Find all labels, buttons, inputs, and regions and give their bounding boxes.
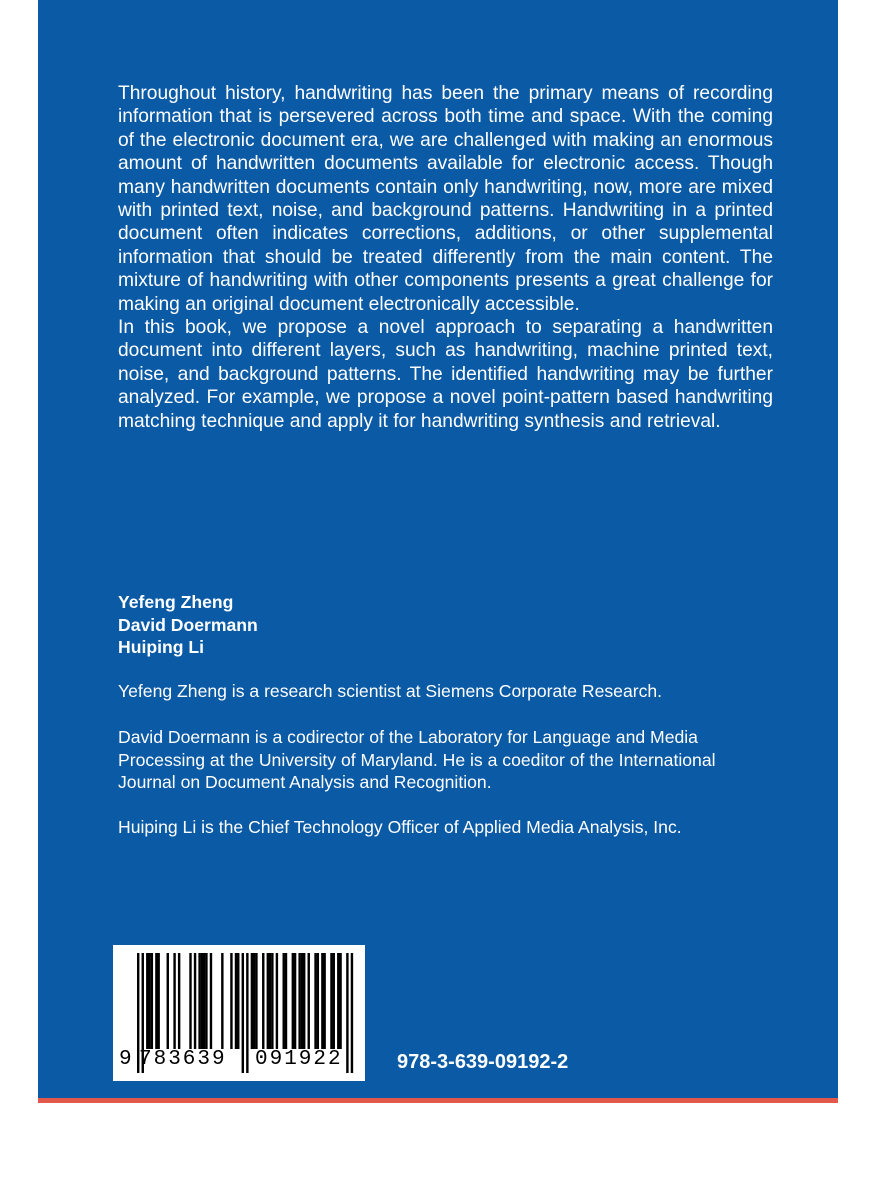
barcode-bar (251, 953, 253, 1049)
barcode-bar (298, 953, 300, 1049)
barcode-bar (151, 953, 153, 1049)
book-description (118, 82, 773, 433)
barcode-bar (339, 953, 341, 1049)
barcode-bar (203, 953, 205, 1049)
barcode-bar (271, 953, 273, 1049)
barcode-bar (198, 953, 200, 1049)
barcode-bar (330, 953, 332, 1049)
author-name: Yefeng Zheng (118, 592, 234, 612)
bottom-stripe (38, 1098, 838, 1103)
barcode-bar (155, 953, 157, 1049)
barcode-bar (157, 953, 159, 1049)
author-bio-li: Huiping Li is the Chief Technology Officer of Applied Media Analysis, Inc. (118, 817, 682, 837)
barcode-bar (148, 953, 150, 1049)
barcode-bar (235, 953, 237, 1049)
barcode-bar (285, 953, 287, 1049)
description-paragraph-1: Throughout history, handwriting has been the primary means of recording information that is persevered across both time and space. With the coming of the electronic document era, we are challenged with making an enormous amount of handwritten documents available for electronic access. Though many handwritten documents contain only handwriting, now, more are mixed with printed text, noise, and background patterns. Handwriting in a printed document often indicates corrections, additions, or other supplemental information that should be treated differently from the main content. The mixture of handwriting with other components presents a great challenge for making an original document electronically accessible. (118, 83, 773, 315)
barcode-bar (201, 953, 203, 1049)
barcode-bar (333, 953, 335, 1049)
barcode-bar (189, 953, 191, 1049)
barcode-bar (276, 953, 278, 1049)
barcode-bar (167, 953, 169, 1049)
barcode-bar (337, 953, 339, 1049)
barcode-bar (262, 953, 264, 1049)
barcode-group-right: 091922 (255, 1048, 343, 1071)
barcode-group-left: 783639 (139, 1048, 227, 1071)
barcode-bar (283, 953, 285, 1049)
barcode-bar (267, 953, 269, 1049)
barcode-bar (317, 953, 319, 1049)
barcode-bar (205, 953, 207, 1049)
barcode-digits (113, 1048, 365, 1074)
barcode-bar (323, 953, 325, 1049)
barcode-bar (321, 953, 323, 1049)
author-list (118, 591, 258, 659)
barcode-bar (314, 953, 316, 1049)
barcode-bar (255, 953, 257, 1049)
barcode-bar (308, 953, 310, 1049)
author-name: David Doermann (118, 614, 258, 635)
barcode-bar (221, 953, 223, 1049)
author-bio-doermann: David Doermann is a codirector of the Laboratory for Language and Media Processing at the University of Maryland. He is a coeditor of the International Journal on Document Analysis and Recognition. (118, 727, 716, 792)
barcode-bar (194, 953, 196, 1049)
barcode-bar (303, 953, 305, 1049)
barcode-bar (269, 953, 271, 1049)
isbn-number: 978-3-639-09192-2 (397, 1051, 569, 1073)
barcode-lead-digit: 9 (119, 1048, 132, 1071)
barcode-bar (146, 953, 148, 1049)
barcode-bar (237, 953, 239, 1049)
barcode-bar (178, 953, 180, 1049)
author-bio-zheng: Yefeng Zheng is a research scientist at Siemens Corporate Research. (118, 681, 663, 701)
barcode-bar (173, 953, 175, 1049)
barcode-bar (230, 953, 232, 1049)
barcode-bar (301, 953, 303, 1049)
author-name: Huiping Li (118, 637, 204, 657)
barcode-bar (253, 953, 255, 1049)
barcode-bar (210, 953, 212, 1049)
barcode (113, 945, 365, 1081)
barcode-bar (292, 953, 294, 1049)
description-paragraph-2: In this book, we propose a novel approach to separating a handwritten document into different layers, such as handwriting, machine printed text, noise, and background patterns. The identified handwriting may be further analyzed. For example, we propose a novel point-pattern based handwriting matching technique and apply it for handwriting synthesis and retrieval. (118, 317, 773, 432)
barcode-bar (294, 953, 296, 1049)
